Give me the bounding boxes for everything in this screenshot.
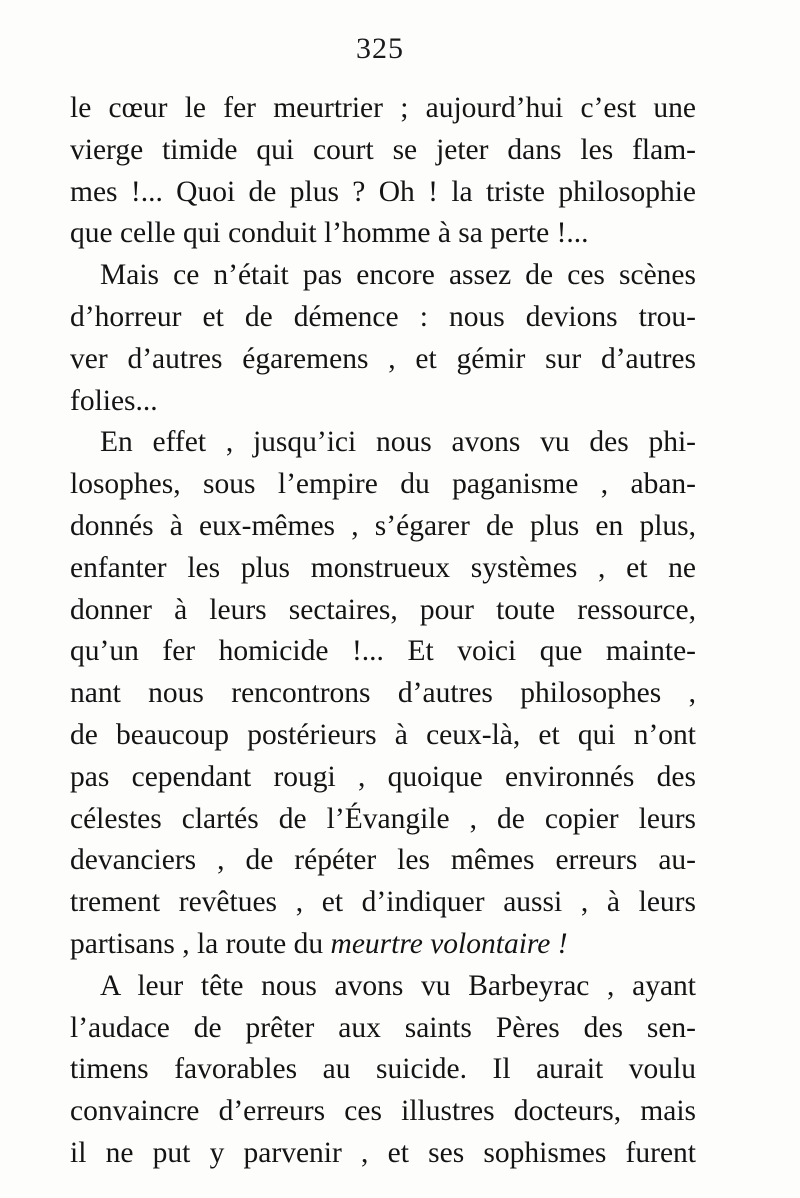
text-line: donner à leurs sectaires, pour toute ressource,: [70, 593, 696, 626]
text-line: folies...: [70, 384, 158, 417]
text-line: que celle qui conduit l’homme à sa perte !...: [70, 217, 589, 250]
text-line: de beaucoup postérieurs à ceux-là, et qui n’ont: [70, 718, 696, 751]
text-line: l’audace de prêter aux saints Pères des sen-: [70, 1011, 696, 1044]
text-line: convaincre d’erreurs ces illustres docteurs, mais: [70, 1095, 696, 1128]
text-line: le cœur le fer meurtrier ; aujourd’hui c’est une: [70, 92, 696, 124]
text-line: pas cependant rougi , quoique environnés des: [70, 760, 696, 793]
paragraph-first-line: A leur tête nous avons vu Barbeyrac , ayant: [100, 969, 696, 1002]
text-line: ver d’autres égaremens , et gémir sur d’autres: [70, 342, 696, 375]
paragraph-first-line: En effet , jusqu’ici nous avons vu des phi-: [100, 426, 696, 459]
text-line: célestes clartés de l’Évangile , de copier leurs: [70, 802, 696, 835]
text-line: il ne put y parvenir , et ses sophismes furent: [70, 1136, 696, 1169]
text-line: qu’un fer homicide !... Et voici que mainte-: [70, 635, 696, 668]
paragraph-first-line: Mais ce n’était pas encore assez de ces scènes: [100, 259, 696, 292]
text-line: nant nous rencontrons d’autres philosophes ,: [70, 677, 696, 710]
text-line-roman: partisans , la route du: [70, 927, 331, 960]
body-text: [70, 88, 696, 1175]
text-line: devanciers , de répéter les mêmes erreurs au-: [70, 844, 696, 877]
text-line: trement revêtues , et d’indiquer aussi , à leurs: [70, 886, 696, 919]
emphasized-phrase: meurtre volontaire !: [330, 927, 568, 960]
text-line: losophes, sous l’empire du paganisme , aban-: [70, 468, 696, 501]
text-line: enfanter les plus monstrueux systèmes , et ne: [70, 551, 696, 584]
text-line: vierge timide qui court se jeter dans les flam-: [70, 133, 696, 166]
text-line: timens favorables au suicide. Il aurait voulu: [70, 1053, 696, 1086]
page-number: 325: [356, 32, 404, 65]
text-line: [70, 924, 696, 966]
text-line: d’horreur et de démence : nous devions trou-: [70, 300, 696, 333]
text-line: mes !... Quoi de plus ? Oh ! la triste philosophie: [70, 175, 696, 208]
text-line: donnés à eux-mêmes , s’égarer de plus en plus,: [70, 509, 696, 542]
